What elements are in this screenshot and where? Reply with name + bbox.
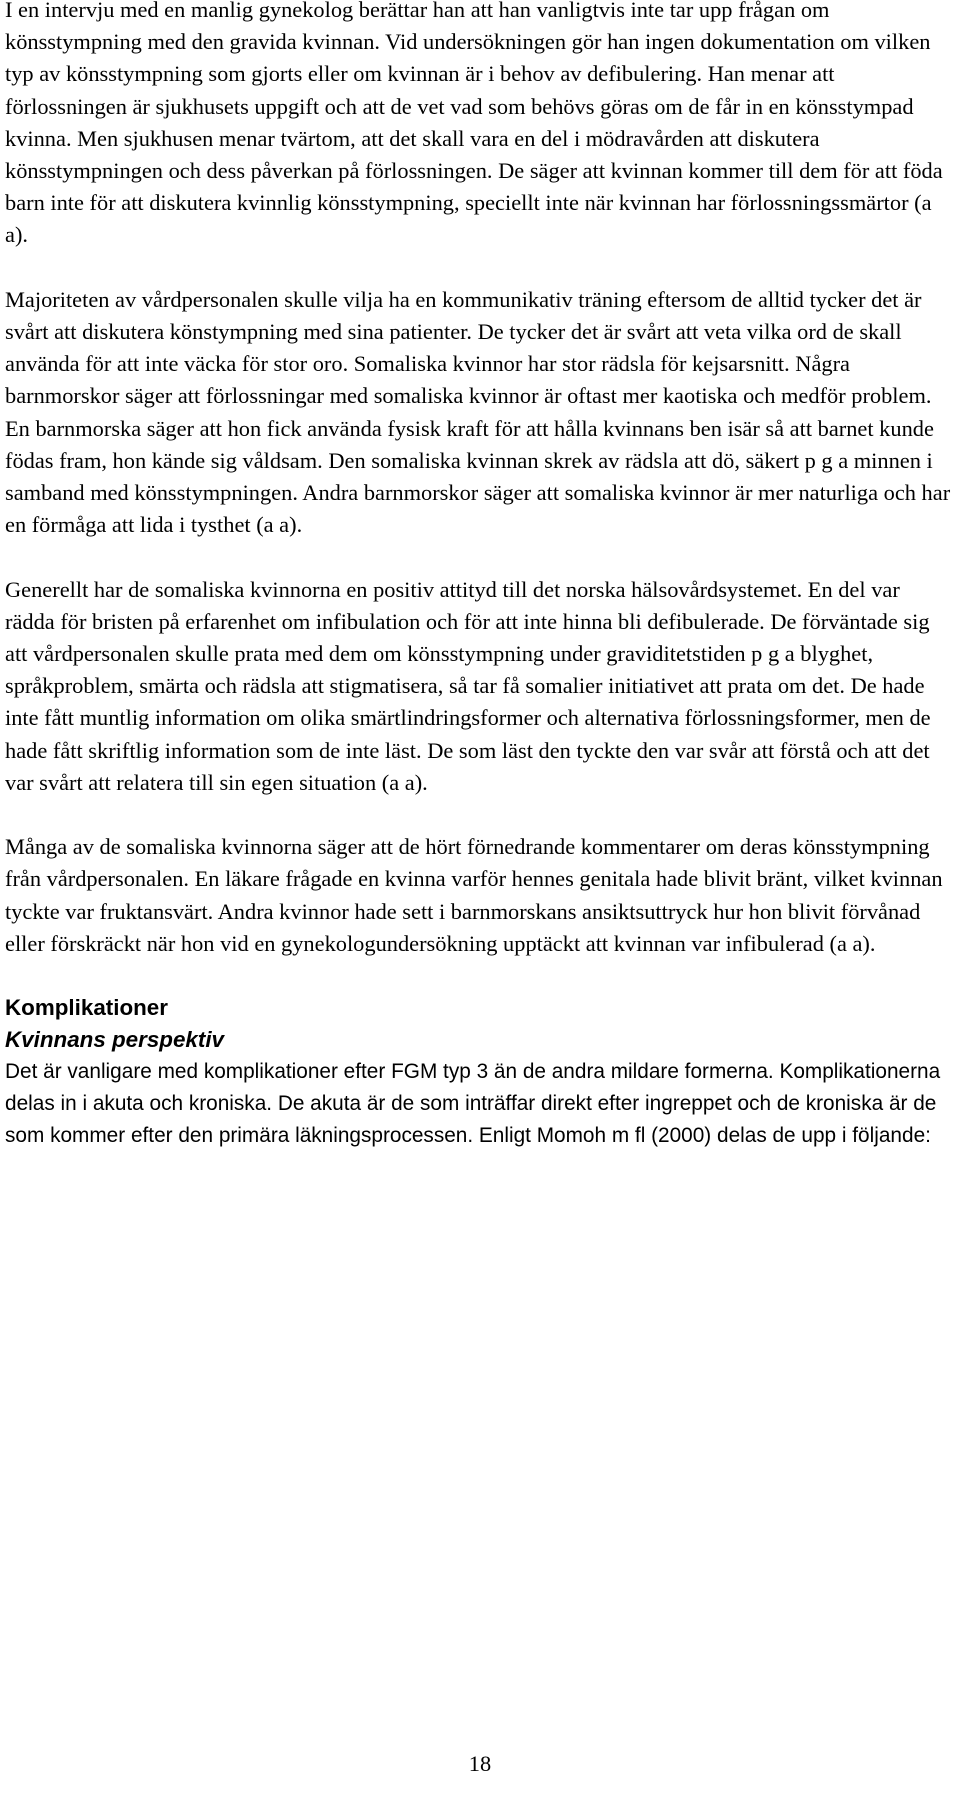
paragraph-gynecologist-interview: I en intervju med en manlig gynekolog berättar han att han vanligtvis inte tar upp frågan om könsstympning med den gravida kvinnan. Vid undersökningen gör han ingen dokumentation om vilken typ av könsstympning som gjorts eller om kvinnan är i behov av defibulering. Han menar att förlossningen är sjukhusets uppgift och att de vet vad som behövs göras om de får in en könsstympad kvinna. Men sjukhusen menar tvärtom, att det skall vara en del i mödravården att diskutera könsstympningen och dess påverkan på förlossningen. De säger att kvinnan kommer till dem för att föda barn inte för att diskutera kvinnlig könsstympning, speciellt inte när kvinnan har förlossningssmärtor (a a). [5, 0, 943, 248]
paragraph-norwegian-healthcare-attitude: Generellt har de somaliska kvinnorna en positiv attityd till det norska hälsovårdsystemet. En del var rädda för bristen på erfarenhet om infibulation och för att inte hinna bli defibulerade. De förväntade sig att vårdpersonalen skulle prata med dem om könsstympning under graviditetstiden p g a blyghet, språkproblem, smärta och rädsla att stigmatisera, så tar få somalier initiativet att prata om det. De hade inte fått muntlig information om olika smärtlindringsformer och alternativa förlossningsformer, men de hade fått skriftlig information som de inte läst. De som läst den tyckte den var svår att förstå och att det var svårt att relatera till sin egen situation (a a). [5, 576, 931, 795]
paragraph-complications: Det är vanligare med komplikationer efter FGM typ 3 än de andra mildare formerna. Komplikationerna delas in i akuta och kroniska. De akuta är de som inträffar direkt efter ingreppet och de kroniska är de som kommer efter den primära läkningsprocessen. Enligt Momoh m fl (2000) delas de upp i följande: [5, 1060, 941, 1148]
page-number: 18 [468, 1751, 492, 1776]
document-page [5, 0, 953, 1804]
section-heading: Komplikationer [5, 995, 168, 1021]
section-subheading: Kvinnans perspektiv [5, 1027, 225, 1053]
paragraph-care-staff-training: Majoriteten av vårdpersonalen skulle vilja ha en kommunikativ träning eftersom de alltid tycker det är svårt att diskutera könstympning med sina patienter. De tycker det är svårt att veta vilka ord de skall använda för att inte väcka för stor oro. Somaliska kvinnor har stor rädsla för kejsarsnitt. Några barnmorskor säger att förlossningar med somaliska kvinnor är oftast mer kaotiska och medför problem. En barnmorska säger att hon fick använda fysisk kraft för att hålla kvinnans ben isär så att barnet kunde födas fram, hon kände sig våldsam. Den somaliska kvinnan skrek av rädsla att dö, säkert p g a minnen i samband med könsstympningen. Andra barnmorskor säger att somaliska kvinnor är mer naturliga och har en förmåga att lida i tysthet (a a). [5, 286, 951, 538]
paragraph-degrading-comments: Många av de somaliska kvinnorna säger att de hört förnedrande kommentarer om deras könsstympning från vårdpersonalen. En läkare frågade en kvinna varför hennes genitala hade blivit bränt, vilket kvinnan tyckte var fruktansvärt. Andra kvinnor hade sett i barnmorskans ansiktsuttryck hur hon blivit förvånad eller förskräckt när hon vid en gynekologundersökning upptäckt att kvinnan var infibulerad (a a). [5, 834, 943, 956]
